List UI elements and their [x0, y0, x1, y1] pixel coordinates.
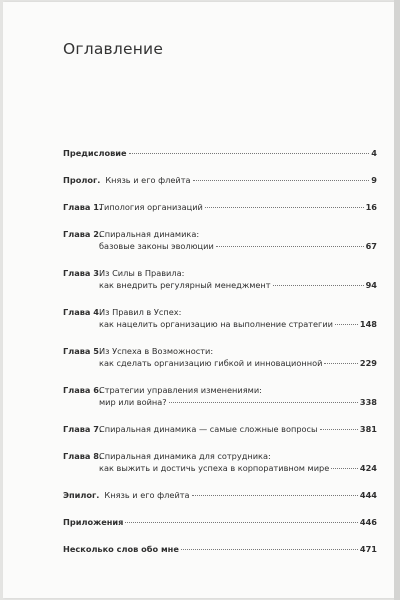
page-number: 94	[365, 280, 377, 290]
toc-entry-title: Из Силы в Правила:	[99, 268, 185, 278]
page-title: Оглавление	[63, 40, 164, 58]
toc-entry-label: Пролог.	[63, 175, 101, 185]
dot-leader	[324, 363, 357, 364]
toc-entry-chapter-6[interactable]	[63, 384, 377, 408]
toc-entry-label: Несколько слов обо мне	[63, 544, 179, 554]
toc-entry-label: Глава 8.	[63, 451, 103, 461]
toc-entry-label: Глава 2.	[63, 229, 103, 239]
dot-leader	[129, 153, 370, 154]
toc-entry-epilogue[interactable]	[63, 489, 377, 501]
page-number: 4	[371, 148, 377, 158]
table-of-contents	[63, 147, 377, 570]
toc-entry-chapter-7[interactable]	[63, 423, 377, 435]
toc-entry-chapter-5[interactable]	[63, 345, 377, 369]
toc-entry-prologue[interactable]	[63, 174, 377, 186]
toc-entry-title: Спиральная динамика — самые сложные вопросы	[99, 424, 318, 434]
page-number: 444	[359, 490, 377, 500]
page-number: 381	[359, 424, 377, 434]
page-edge	[394, 0, 400, 600]
toc-entry-label: Приложения	[63, 517, 124, 527]
toc-entry-chapter-2[interactable]	[63, 228, 377, 252]
dot-leader	[205, 207, 364, 208]
dot-leader	[193, 180, 370, 181]
toc-entry-chapter-1[interactable]	[63, 201, 377, 213]
toc-entry-label: Глава 6.	[63, 385, 103, 395]
toc-entry-chapter-3[interactable]	[63, 267, 377, 291]
page-number: 148	[359, 319, 377, 329]
toc-entry-title: Князь и его флейта	[104, 490, 190, 500]
page-number: 9	[371, 175, 377, 185]
dot-leader	[273, 285, 364, 286]
toc-entry-about-author[interactable]	[63, 543, 377, 555]
page-number: 424	[359, 463, 377, 473]
toc-entry-label: Глава 7.	[63, 424, 103, 434]
page-number: 229	[359, 358, 377, 368]
book-page	[3, 2, 394, 598]
dot-leader	[320, 429, 358, 430]
toc-entry-subtitle: как выжить и достичь успеха в корпоративном мире	[99, 463, 330, 473]
dot-leader	[216, 246, 364, 247]
page-number: 338	[359, 397, 377, 407]
toc-entry-label: Глава 3.	[63, 268, 103, 278]
toc-entry-chapter-8[interactable]	[63, 450, 377, 474]
dot-leader	[331, 468, 358, 469]
toc-entry-title: Спиральная динамика:	[99, 229, 200, 239]
toc-entry-title: Из Правил в Успех:	[99, 307, 182, 317]
dot-leader	[125, 522, 357, 523]
toc-entry-subtitle: как сделать организацию гибкой и инновационной	[99, 358, 323, 368]
toc-entry-label: Глава 1.	[63, 202, 103, 212]
toc-entry-subtitle: мир или война?	[99, 397, 167, 407]
toc-entry-subtitle: базовые законы эволюции	[99, 241, 214, 251]
toc-entry-title: Спиральная динамика для сотрудника:	[99, 451, 271, 461]
toc-entry-title: Князь и его флейта	[105, 175, 191, 185]
toc-entry-title: Стратегии управления изменениями:	[99, 385, 262, 395]
page-number: 16	[365, 202, 377, 212]
dot-leader	[181, 549, 358, 550]
toc-entry-title: Из Успеха в Возможности:	[99, 346, 214, 356]
page-number: 471	[359, 544, 377, 554]
toc-entry-title: Типология организаций	[99, 202, 203, 212]
toc-entry-subtitle: как нацелить организацию на выполнение стратегии	[99, 319, 333, 329]
toc-entry-label: Глава 4.	[63, 307, 103, 317]
toc-entry-label: Глава 5.	[63, 346, 103, 356]
dot-leader	[335, 324, 358, 325]
toc-entry-label: Эпилог.	[63, 490, 100, 500]
page-number: 446	[359, 517, 377, 527]
page-number: 67	[365, 241, 377, 251]
toc-entry-preface[interactable]	[63, 147, 377, 159]
toc-entry-label: Предисловие	[63, 148, 127, 158]
dot-leader	[169, 402, 358, 403]
toc-entry-chapter-4[interactable]	[63, 306, 377, 330]
toc-entry-subtitle: как внедрить регулярный менеджмент	[99, 280, 271, 290]
toc-entry-appendices[interactable]	[63, 516, 377, 528]
dot-leader	[192, 495, 358, 496]
